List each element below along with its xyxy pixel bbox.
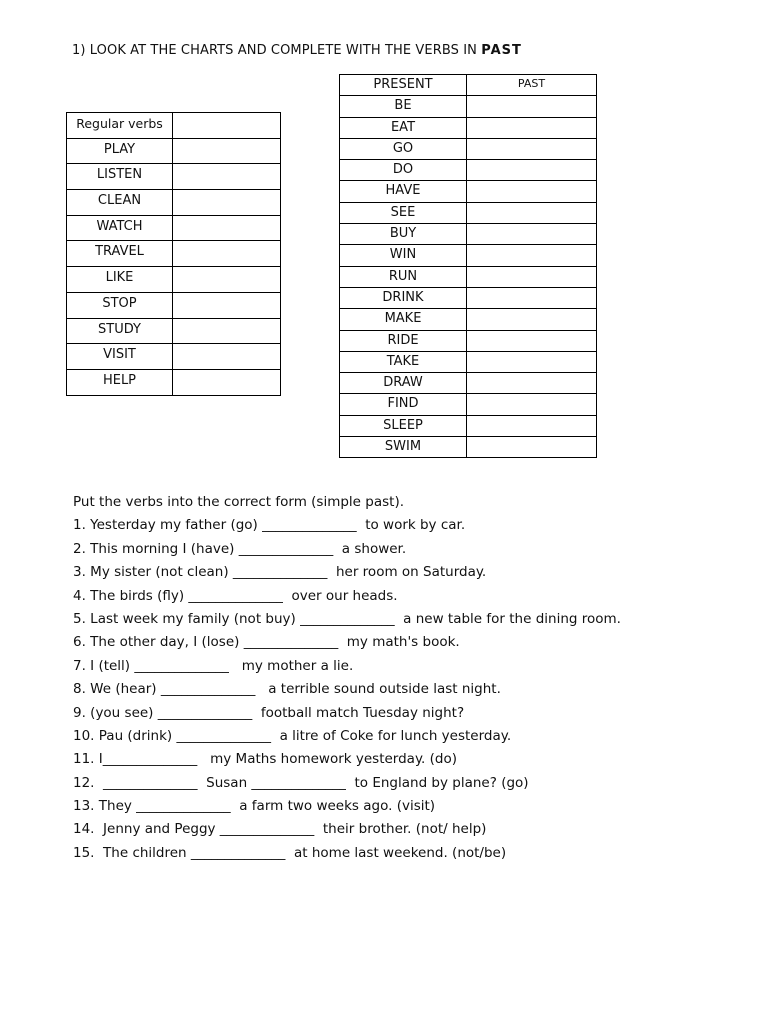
verb-cell: STUDY [67,318,173,344]
title-prefix: 1) LOOK AT THE CHARTS AND COMPLETE WITH THE VERBS IN [72,43,482,58]
verb-cell: BE [340,96,467,117]
answer-cell[interactable] [173,164,281,190]
table-row [340,287,597,308]
verb-cell: LIKE [67,267,173,293]
answer-cell[interactable] [467,266,597,287]
table-row [340,96,597,117]
answer-cell[interactable] [467,351,597,372]
answer-cell[interactable] [467,96,597,117]
exercise-sentence: 5. Last week my family (not buy) ______________ a new table for the dining room. [73,610,621,627]
irregular-verbs-table [339,74,597,458]
verb-cell: RIDE [340,330,467,351]
table-row [340,330,597,351]
exercise-sentence: 2. This morning I (have) ______________ a shower. [73,540,407,557]
answer-cell[interactable] [467,160,597,181]
verb-cell: DRAW [340,373,467,394]
simple-past-exercise [73,492,753,866]
verb-cell: WIN [340,245,467,266]
exercise-sentence: 8. We (hear) ______________ a terrible sound outside last night. [73,681,501,698]
table-row [340,415,597,436]
exercise-sentence: 12. ______________ Susan ______________ to England by plane? (go) [73,774,529,791]
regular-verbs-table [66,112,281,396]
exercise-sentence: 6. The other day, I (lose) ______________ my math's book. [73,634,460,651]
present-header: PRESENT [340,75,467,96]
verb-cell: SWIM [340,437,467,458]
exercise-sentence: 3. My sister (not clean) ______________ her room on Saturday. [73,564,487,581]
table-row [67,190,281,216]
table-row [340,138,597,159]
table-row [340,309,597,330]
exercise-sentence: 1. Yesterday my father (go) ______________ to work by car. [73,517,466,534]
verb-cell: CLEAN [67,190,173,216]
verb-cell: RUN [340,266,467,287]
answer-cell[interactable] [467,415,597,436]
table-row [67,164,281,190]
exercise-sentence: 11. I______________ my Maths homework yesterday. (do) [73,751,457,768]
answer-cell[interactable] [173,369,281,395]
page-title [72,43,522,58]
verb-cell: WATCH [67,215,173,241]
answer-cell[interactable] [467,394,597,415]
exercise-sentence: 10. Pau (drink) ______________ a litre of Coke for lunch yesterday. [73,727,512,744]
table-header-row [340,75,597,96]
table-row [67,241,281,267]
verb-cell: HAVE [340,181,467,202]
table-row [67,267,281,293]
table-row [340,181,597,202]
regular-verbs-header: Regular verbs [67,113,173,139]
answer-cell[interactable] [467,373,597,394]
table-row [340,373,597,394]
table-row [340,117,597,138]
verb-cell: SEE [340,202,467,223]
past-header: PAST [467,75,597,96]
answer-cell[interactable] [467,309,597,330]
answer-cell[interactable] [173,241,281,267]
table-row [340,266,597,287]
table-row [340,224,597,245]
answer-cell[interactable] [173,267,281,293]
answer-cell[interactable] [173,138,281,164]
verb-cell: VISIT [67,344,173,370]
verb-cell: DRINK [340,287,467,308]
answer-cell[interactable] [467,117,597,138]
verb-cell: PLAY [67,138,173,164]
title-emphasis: PAST [481,43,522,58]
answer-cell[interactable] [467,437,597,458]
exercise-sentence: 15. The children ______________ at home last weekend. (not/be) [73,844,507,861]
table-row [67,344,281,370]
verb-cell: DO [340,160,467,181]
answer-cell[interactable] [173,292,281,318]
answer-cell[interactable] [173,113,281,139]
answer-cell[interactable] [173,215,281,241]
table-row [67,369,281,395]
exercise-sentence: 13. They ______________ a farm two weeks ago. (visit) [73,798,436,815]
table-row [340,160,597,181]
verb-cell: BUY [340,224,467,245]
exercise-sentence: 9. (you see) ______________ football match Tuesday night? [73,704,465,721]
table-row [340,351,597,372]
verb-cell: FIND [340,394,467,415]
table-row [67,318,281,344]
exercise-sentence: 14. Jenny and Peggy ______________ their brother. (not/ help) [73,821,487,838]
verb-cell: MAKE [340,309,467,330]
table-row [67,138,281,164]
answer-cell[interactable] [467,245,597,266]
verb-cell: STOP [67,292,173,318]
answer-cell[interactable] [467,330,597,351]
table-row [67,215,281,241]
verb-cell: SLEEP [340,415,467,436]
table-row [67,292,281,318]
verb-cell: EAT [340,117,467,138]
verb-cell: TRAVEL [67,241,173,267]
exercise-sentence: 4. The birds (fly) ______________ over our heads. [73,587,398,604]
answer-cell[interactable] [467,224,597,245]
exercise-instruction: Put the verbs into the correct form (simple past). [73,494,405,510]
verb-cell: HELP [67,369,173,395]
table-header-row [67,113,281,139]
table-row [340,394,597,415]
verb-cell: GO [340,138,467,159]
answer-cell[interactable] [467,138,597,159]
exercise-sentence: 7. I (tell) ______________ my mother a lie. [73,657,354,674]
answer-cell[interactable] [467,287,597,308]
verb-cell: TAKE [340,351,467,372]
answer-cell[interactable] [173,318,281,344]
answer-cell[interactable] [173,190,281,216]
answer-cell[interactable] [467,181,597,202]
answer-cell[interactable] [173,344,281,370]
table-row [340,202,597,223]
answer-cell[interactable] [467,202,597,223]
table-row [340,245,597,266]
verb-cell: LISTEN [67,164,173,190]
table-row [340,437,597,458]
